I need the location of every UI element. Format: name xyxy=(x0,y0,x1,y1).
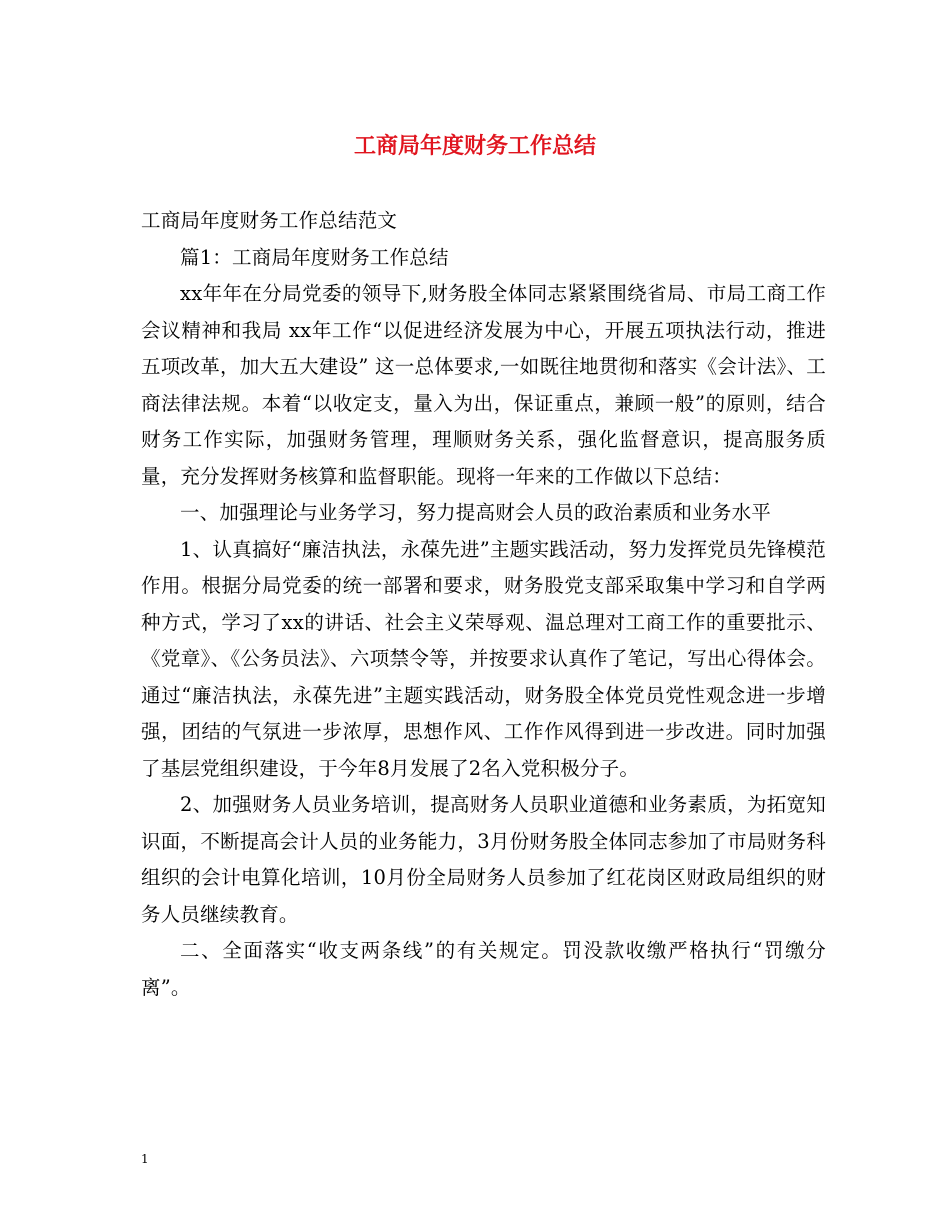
body-paragraph: 2、加强财务人员业务培训，提高财务人员职业道德和业务素质，为拓宽知识面，不断提高会计人员的业务能力，3月份财务股全体同志参加了市局财务科组织的会计电算化培训，10月份全局财务人员参加了红花岗区财政局组织的财务人员继续教育。 xyxy=(141,793,826,926)
heading-paragraph: 二、全面落实“收支两条线”的有关规定。罚没款收缴严格执行“罚缴分离”。 xyxy=(141,939,826,999)
body-paragraph: xx年年在分局党委的领导下,财务股全体同志紧紧围绕省局、市局工商工作会议精神和我局 xx年工作“以促进经济发展为中心，开展五项执法行动，推进五项改革，加大五大建设” 这一总体要求,一如既往地贯彻和落实《会计法》、工商法律法规。本着“以收定支，量入为出，保证重点，兼顾一般”的原则，结合财务工作实际，加强财务管理，理顺财务关系，强化监督意识，提高服务质量，充分发挥财务核算和监督职能。现将一年来的工作做以下总结： xyxy=(141,282,826,488)
body-paragraph: 1、认真搞好“廉洁执法，永葆先进”主题实践活动，努力发挥党员先锋模范作用。根据分局党委的统一部署和要求，财务股党支部采取集中学习和自学两种方式，学习了xx的讲话、社会主义荣辱观、温总理对工商工作的重要批示、《党章》、《公务员法》、六项禁令等，并按要求认真作了笔记，写出心得体会。通过“廉洁执法，永葆先进”主题实践活动，财务股全体党员党性观念进一步增强，团结的气氛进一步浓厚，思想作风、工作作风得到进一步改进。同时加强了基层党组织建设，于今年8月发展了2名入党积极分子。 xyxy=(141,537,826,780)
document-title: 工商局年度财务工作总结 xyxy=(353,134,596,159)
page-number: 1 xyxy=(141,1152,149,1166)
document-body xyxy=(141,203,826,1006)
section-heading-paragraph: 篇1：工商局年度财务工作总结 xyxy=(180,245,449,269)
subtitle-paragraph: 工商局年度财务工作总结范文 xyxy=(141,209,398,232)
heading-paragraph: 一、加强理论与业务学习，努力提高财会人员的政治素质和业务水平 xyxy=(180,501,772,524)
